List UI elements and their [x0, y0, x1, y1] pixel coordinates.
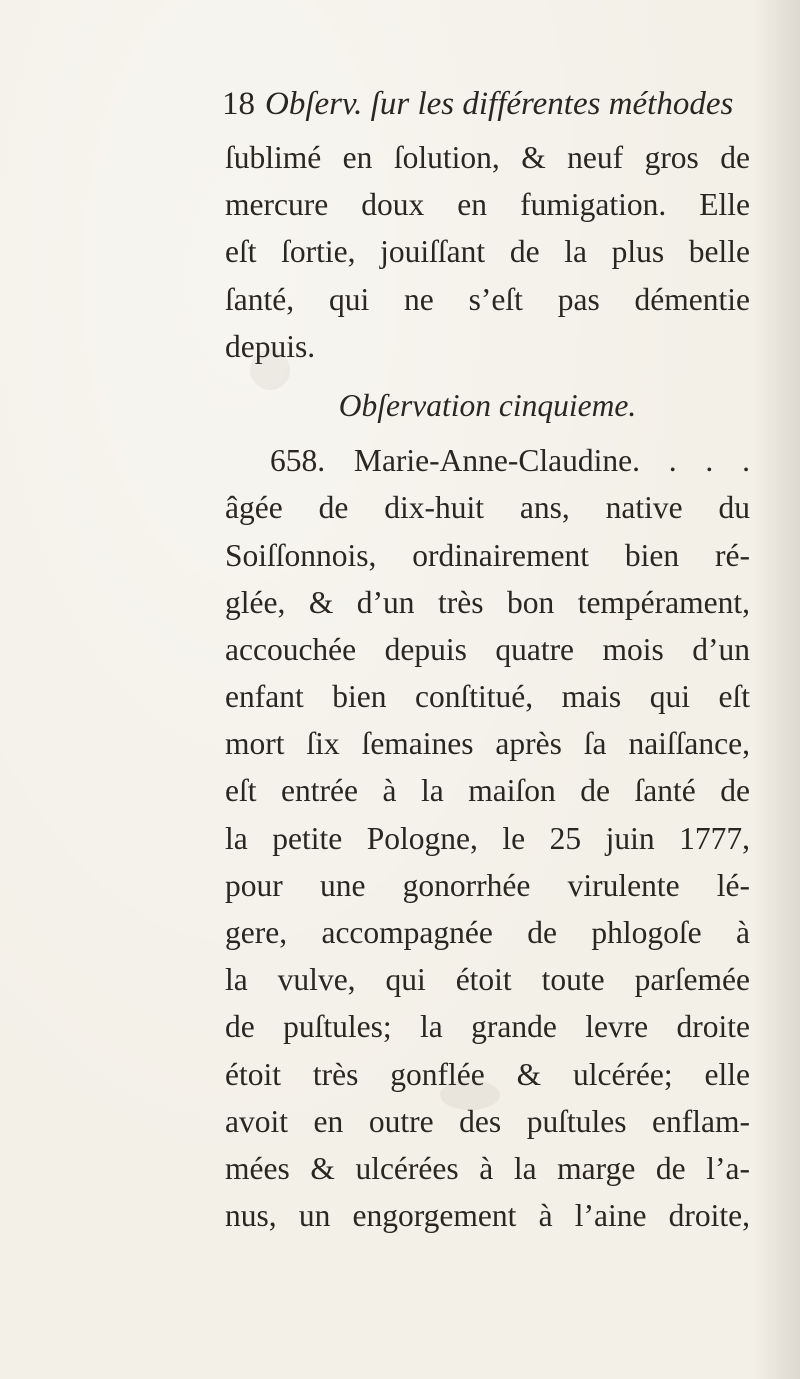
page-number: 18: [222, 86, 255, 122]
text-line: pour une gonorrhée virulente lé-: [225, 867, 750, 903]
text-line: mort ſix ſemaines après ſa naiſſance,: [225, 726, 750, 762]
text-line: eſt ſortie, jouiſſant de la plus belle: [225, 234, 750, 270]
text-line: enfant bien conſtitué, mais qui eſt: [225, 679, 750, 715]
text-line: la petite Pologne, le 25 juin 1777,: [225, 820, 750, 856]
text-line: nus, un engorgement à l’aine droite,: [225, 1198, 750, 1234]
text-line: avoit en outre des puſtules enflam-: [225, 1103, 750, 1139]
text-line: ſublimé en ſolution, & neuf gros de: [225, 140, 750, 175]
page-body: [225, 134, 750, 1239]
text-line: 658. Marie-Anne-Claudine. . . .: [270, 443, 750, 479]
text-line: eſt entrée à la maiſon de ſanté de: [225, 773, 750, 809]
running-title: Obſerv. ſur les différentes méthodes: [265, 86, 734, 122]
text-line: étoit très gonflée & ulcérée; elle: [225, 1056, 750, 1092]
text-line: Soiſſonnois, ordinairement bien ré-: [225, 537, 750, 573]
paragraph: [225, 437, 750, 1239]
text-line: ſanté, qui ne s’eſt pas démentie: [225, 281, 750, 317]
text-line: de puſtules; la grande levre droite: [225, 1009, 750, 1045]
text-line: accouchée depuis quatre mois d’un: [225, 631, 750, 667]
text-line: mercure doux en fumigation. Elle: [225, 187, 750, 223]
text-line: gere, accompagnée de phlogoſe à: [225, 915, 750, 950]
section-heading: Obſervation cinquieme.: [338, 387, 637, 423]
text-line: âgée de dix-huit ans, native du: [225, 490, 750, 526]
paragraph: [225, 134, 750, 370]
text-line: depuis.: [225, 328, 316, 364]
text-line: mées & ulcérées à la marge de l’a-: [225, 1150, 750, 1186]
text-line: la vulve, qui étoit toute parſemée: [225, 962, 750, 998]
text-line: glée, & d’un très bon tempérament,: [225, 584, 750, 620]
running-header: [222, 84, 742, 124]
